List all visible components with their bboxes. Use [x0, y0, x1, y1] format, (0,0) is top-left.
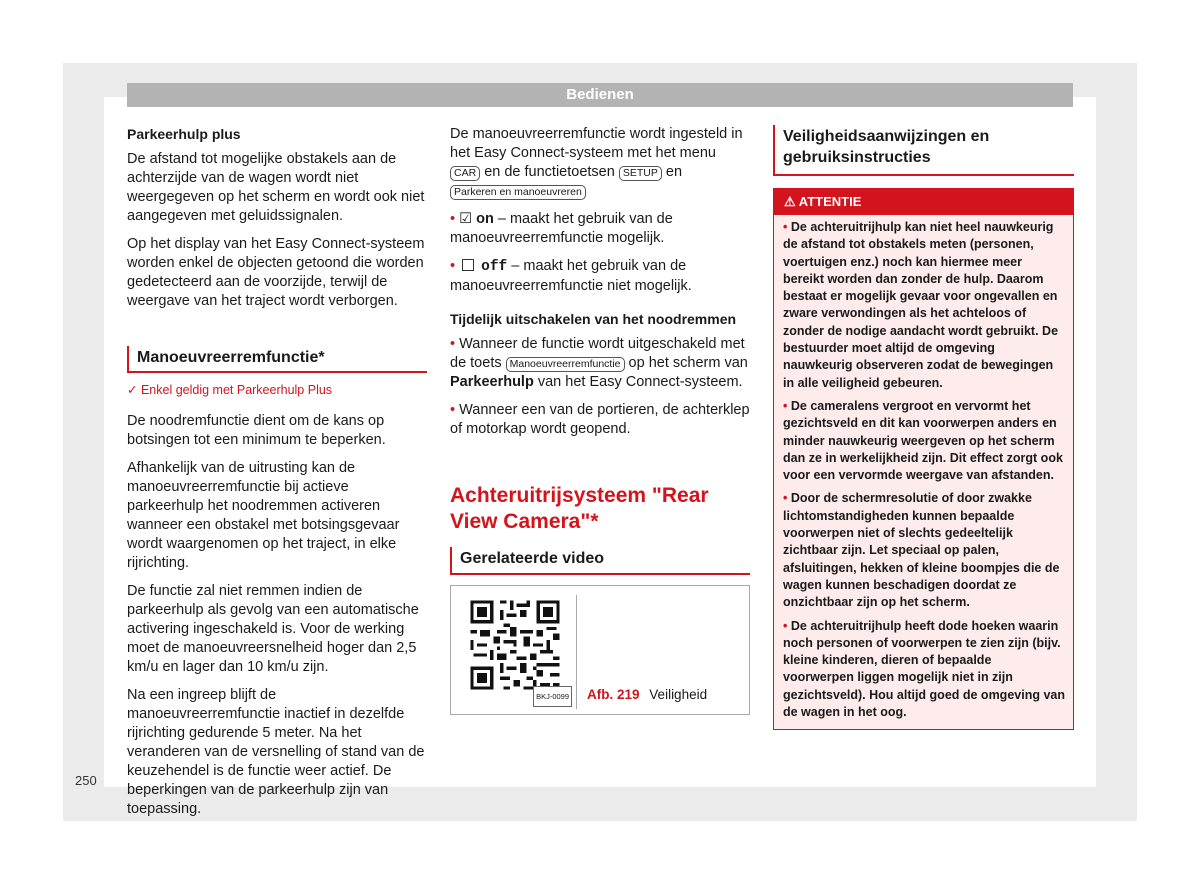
parkeerhulp-bold: Parkeerhulp [450, 374, 534, 390]
intro-paragraph [450, 125, 750, 201]
warning-text: De achteruitrijhulp heeft dode hoeken waarin noch personen of voorwerpen te zien zijn (bijv. kleine kinderen, dieren of bepaalde voorwerpen liggen mogelijk niet in zijn gezichtsveld). Hou altijd goed de omgeving van de wagen in het oog. [783, 618, 1065, 720]
checkmark-icon: ✓ [127, 383, 138, 397]
warning-text: Door de schermresolutie of door zwakke lichtomstandigheden kunnen bepaalde voorwerpen niet of slechts gedeeltelijk zichtbaar zijn. Let speciaal op palen, afsluitingen, hekken of kleine boompjes die de wagen kunnen beschadigen doordat ze onzichtbaar zijn op het scherm. [783, 491, 1060, 610]
list-item [450, 401, 750, 439]
column-left [127, 125, 427, 828]
warning-text: De cameralens vergroot en vervormt het gezichtsveld en dit kan voorwerpen anders en minder nauwkeurig weergeven op het scherm dan ze in werkelijkheid zijn. Dit effect zorgt ook voor een vervormde weergave van afstanden. [783, 398, 1063, 483]
warning-item [783, 398, 1065, 484]
warning-title: ATTENTIE [798, 194, 862, 209]
page-number: 250 [75, 773, 97, 788]
figure-caption-text: Veiligheid [649, 687, 708, 702]
bullet-icon: • [783, 618, 788, 633]
subheading-noodremmen: Tijdelijk uitschakelen van het noodremmen [450, 311, 737, 327]
warning-body [774, 215, 1073, 729]
warning-triangle-icon: ⚠ [784, 194, 796, 209]
paragraph: Op het display van het Easy Connect-systeem worden enkel de objecten getoond die worden gedetecteerd aan de voorzijde, terwijl de weergave van het traject wordt verborgen. [127, 236, 425, 309]
checkbox-empty-icon [462, 259, 474, 271]
qr-code-icon [462, 597, 568, 693]
bullet-icon: • [783, 491, 788, 506]
list-item [450, 335, 750, 392]
car-key: CAR [450, 166, 480, 181]
on-label: on [476, 211, 494, 227]
qr-tag: BKJ-0099 [533, 686, 572, 707]
video-heading: Gerelateerde video [450, 547, 750, 575]
intro-text: De manoeuvreerremfunctie wordt ingesteld in het Easy Connect-systeem met het menu [450, 126, 743, 161]
manoeuvreerremfunctie-key: Manoeuvreerremfunctie [506, 357, 625, 372]
paragraph: Afhankelijk van de uitrusting kan de manoeuvreerremfunctie bij actieve parkeerhulp het noodremmen activeren wanneer een obstakel met botsingsgevaar wordt waargenomen op het traject, in elke rijrichting. [127, 460, 400, 571]
warning-item [783, 618, 1065, 722]
intro-text: en de functietoetsen [484, 164, 615, 180]
paragraph: De afstand tot mogelijke obstakels aan de achterzijde van de wagen wordt niet weergegeven op het scherm en wordt ook niet aangegeven met geluidssignalen. [127, 151, 425, 224]
checkbox-checked-icon: ☑ [459, 211, 473, 227]
qr-code-area[interactable] [460, 595, 577, 709]
bullet-icon: • [450, 211, 456, 227]
validity-note [127, 381, 427, 400]
list-text: van het Easy Connect-systeem. [537, 374, 743, 390]
list-text: Wanneer een van de portieren, de achterklep of motorkap wordt geopend. [450, 402, 750, 437]
chapter-title: Achteruitrijsysteem "Rear View Camera"* [450, 484, 709, 533]
list-item-off [450, 257, 750, 296]
list-text: op het scherm van [628, 355, 748, 371]
column-middle [450, 125, 750, 715]
bullet-icon: • [783, 220, 788, 234]
list-text: Wanneer de functie wordt uitgeschakeld met de toets [450, 336, 745, 371]
parkeren-key: Parkeren en manoeuvreren [450, 185, 586, 200]
bullet-icon: • [450, 402, 456, 418]
bullet-icon: • [450, 336, 456, 352]
warning-box [773, 188, 1074, 730]
on-text: – maakt het gebruik van de manoeuvreerremfunctie mogelijk. [450, 211, 673, 246]
bullet-icon: • [783, 398, 788, 413]
figure-caption [587, 685, 707, 704]
bullet-icon: • [450, 258, 456, 274]
warning-item [783, 490, 1065, 611]
column-right [773, 125, 1074, 730]
intro-text: en [665, 164, 683, 180]
off-label: off [481, 259, 508, 275]
validity-note-text: Enkel geldig met Parkeerhulp Plus [140, 383, 333, 397]
warning-header [774, 189, 1073, 215]
paragraph: Na een ingreep blijft de manoeuvreerremfunctie inactief in dezelfde rijrichting gedurende 5 meter. Na het veranderen van de versnelling of stand van de keuzehendel is de functie weer actief. De beperkingen van de parkeerhulp zijn van toepassing. [127, 687, 425, 817]
safety-heading: Veiligheidsaanwijzingen en gebruiksinstructies [773, 125, 1074, 176]
list-item-on [450, 210, 750, 248]
setup-key: SETUP [619, 166, 662, 181]
off-text: – maakt het gebruik van de manoeuvreerremfunctie niet mogelijk. [450, 258, 692, 294]
warning-text: De achteruitrijhulp kan niet heel nauwkeurig de afstand tot obstakels meten (personen, voertuigen enz.) noch kan hiermee meer bereikt worden dan zonder de hulp. Daarom bestaat er mogelijk gevaar voor ongevallen en zware verwondingen als het achteloos of zonder de nodige aandacht wordt gebruikt. De bestuurder moet altijd de omgeving nauwkeurig observeren zodat de bewegingen in alle veiligheid gebeuren. [783, 220, 1059, 390]
subheading-parkeerhulp: Parkeerhulp plus [127, 126, 241, 142]
paragraph: De noodremfunctie dient om de kans op botsingen tot een minimum te beperken. [127, 413, 386, 448]
video-figure [450, 585, 750, 715]
warning-item [783, 219, 1065, 392]
paragraph: De functie zal niet remmen indien de parkeerhulp als gevolg van een automatische activering ingeschakeld is. Voor de werking moet de manoeuvreersnelheid hoger dan 2,5 km/u en lager dan 10 km/u zijn. [127, 583, 419, 675]
section-title: Manoeuvreerremfunctie* [127, 346, 427, 373]
chapter-header: Bedienen [127, 83, 1073, 107]
figure-number: Afb. 219 [587, 687, 640, 702]
